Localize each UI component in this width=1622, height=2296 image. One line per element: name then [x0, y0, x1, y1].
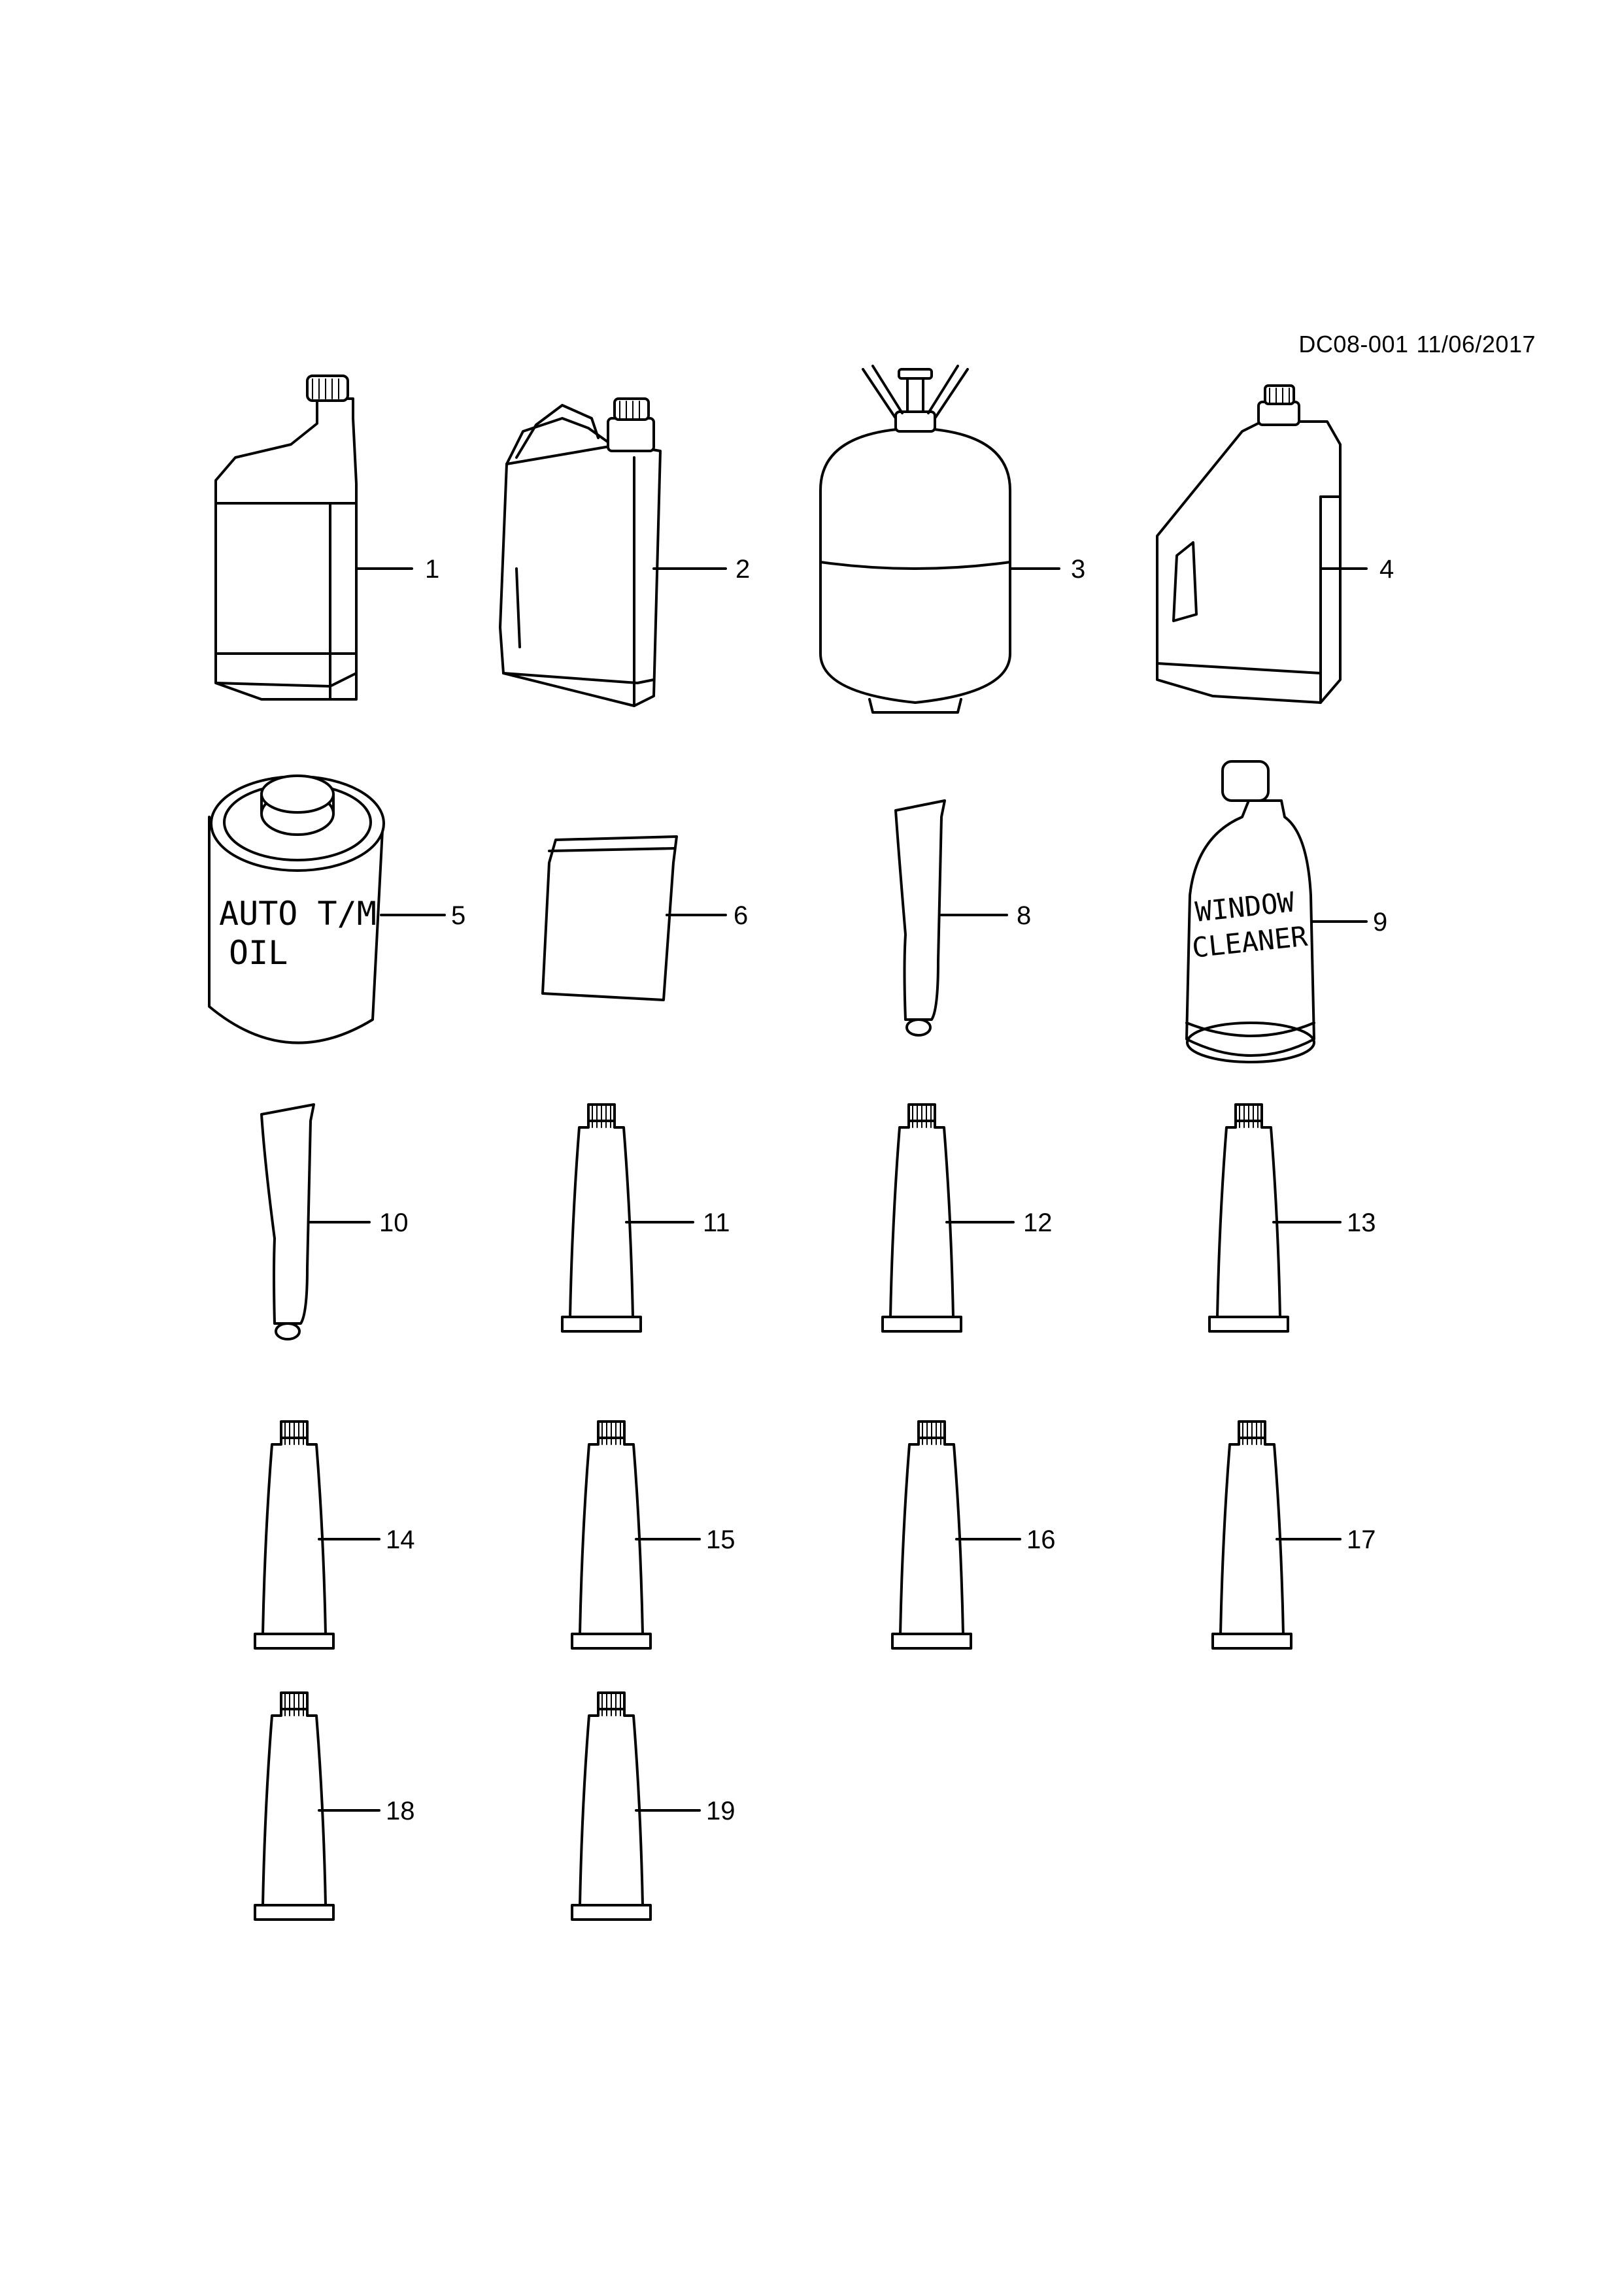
callout-11: 11: [703, 1208, 730, 1237]
callout-14: 14: [386, 1525, 415, 1554]
callout-18: 18: [386, 1797, 415, 1825]
cleaner-bottle-icon: [1187, 761, 1314, 1062]
grease-tube-icon: [255, 1422, 333, 1648]
callout-6: 6: [734, 901, 749, 930]
grease-tube-icon: [255, 1693, 333, 1920]
jerrycan-icon: [500, 399, 660, 706]
oil-bottle-icon: [216, 376, 356, 699]
bottle-label-line2: CLEANER: [1190, 920, 1309, 964]
oil-can-icon: [209, 776, 384, 1043]
callout-17: 17: [1347, 1525, 1376, 1554]
grease-tube-icon: [572, 1422, 650, 1648]
callout-1: 1: [425, 555, 440, 584]
grease-tube-icon: [562, 1105, 641, 1331]
refrigerant-cylinder-icon: [820, 366, 1010, 712]
callout-15: 15: [706, 1525, 735, 1554]
callout-9: 9: [1373, 908, 1388, 937]
callout-12: 12: [1023, 1208, 1053, 1237]
grease-tube-icon: [1209, 1105, 1288, 1331]
crimped-tube-icon: [262, 1105, 314, 1339]
callout-8: 8: [1017, 901, 1032, 930]
callout-2: 2: [735, 555, 751, 584]
callout-10: 10: [379, 1208, 409, 1237]
document-reference: [1291, 331, 1536, 358]
doc-date: 11/06/2017: [1416, 331, 1536, 358]
pouch-icon: [543, 837, 677, 1000]
callout-16: 16: [1026, 1525, 1056, 1554]
can-label-line2: OIL: [229, 934, 288, 972]
callout-13: 13: [1347, 1208, 1376, 1237]
grease-tube-icon: [883, 1105, 961, 1331]
callout-3: 3: [1071, 555, 1086, 584]
grease-tube-icon: [892, 1422, 971, 1648]
doc-code: DC08-001: [1298, 331, 1409, 358]
can-label-line1: AUTO T/M: [219, 895, 377, 933]
grease-tube-icon: [1213, 1422, 1291, 1648]
crimped-tube-icon: [896, 801, 945, 1035]
fluid-bottle-icon: [1157, 386, 1340, 703]
callout-5: 5: [451, 901, 466, 930]
leader-lines: [309, 569, 1366, 1810]
grease-tube-icon: [572, 1693, 650, 1920]
bottle-label-line1: WINDOW: [1193, 886, 1296, 928]
callout-19: 19: [706, 1797, 735, 1825]
callout-4: 4: [1379, 555, 1394, 584]
